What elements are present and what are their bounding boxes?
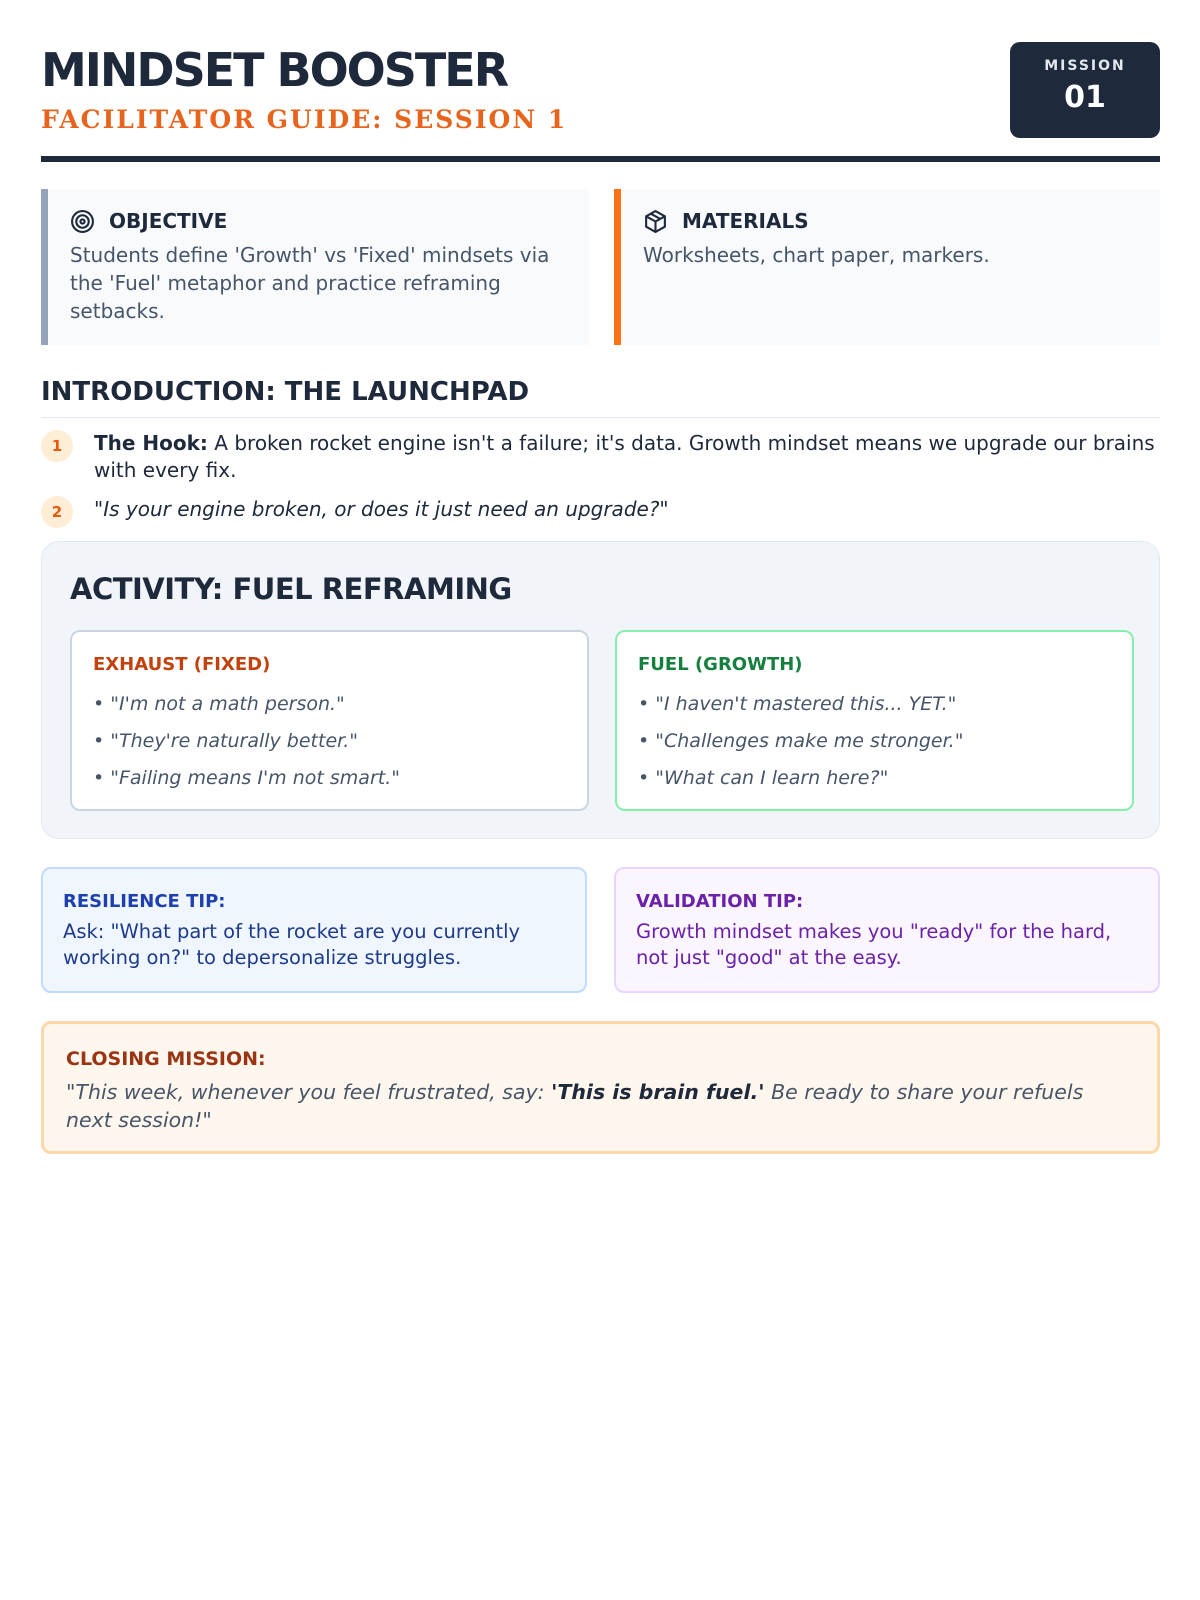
materials-text: Worksheets, chart paper, markers.: [643, 243, 990, 267]
closing-text-end: Be ready to share your refuels next session!": [66, 1080, 1084, 1132]
tips-row: [41, 867, 1160, 993]
list-item: • "I'm not a math person.": [93, 693, 345, 715]
objective-header: [70, 207, 569, 235]
exhaust-list: [93, 686, 566, 797]
page-subtitle: FACILITATOR GUIDE: SESSION 1: [41, 105, 568, 134]
resilience-tip-text: Ask: "What part of the rocket are you currently working on?" to depersonalize struggles.: [63, 920, 521, 969]
validation-tip: [614, 867, 1160, 993]
info-row: [41, 189, 1160, 345]
page-title: MINDSET BOOSTER: [41, 43, 508, 97]
exhaust-card: [70, 630, 589, 811]
closing-mission-box: [41, 1021, 1160, 1154]
resilience-tip: [41, 867, 587, 993]
step-hook: [41, 430, 1160, 484]
materials-heading: MATERIALS: [682, 209, 809, 233]
list-item: • "They're naturally better.": [93, 730, 358, 752]
exhaust-heading: EXHAUST (FIXED): [93, 654, 271, 675]
objective-card: [41, 189, 589, 345]
facilitator-guide-page: [41, 42, 1160, 1154]
closing-heading: CLOSING MISSION:: [66, 1048, 266, 1070]
closing-text-start: "This week, whenever you feel frustrated, say:: [66, 1080, 552, 1104]
fuel-card: [615, 630, 1134, 811]
fuel-heading: FUEL (GROWTH): [638, 654, 803, 675]
resilience-tip-heading: RESILIENCE TIP:: [63, 891, 226, 912]
list-item: • "Challenges make me stronger.": [638, 730, 964, 752]
list-item: • "I haven't mastered this... YET.": [638, 693, 957, 715]
step-hook-label: The Hook:: [94, 431, 208, 455]
activity-title: ACTIVITY: FUEL REFRAMING: [70, 572, 512, 606]
mission-badge: [1010, 42, 1160, 138]
validation-tip-heading: VALIDATION TIP:: [636, 891, 804, 912]
list-item: • "What can I learn here?": [638, 767, 889, 789]
mission-number: 01: [1064, 80, 1106, 115]
step-question: [41, 496, 1160, 523]
step-question-text: "Is your engine broken, or does it just need an upgrade?": [94, 497, 669, 521]
activity-panel: [41, 541, 1160, 839]
mission-label: MISSION: [1044, 58, 1126, 74]
step-number-badge: 2: [41, 496, 73, 528]
page-header: [41, 42, 1160, 162]
box-icon: [643, 209, 668, 234]
validation-tip-text: Growth mindset makes you "ready" for the hard, not just "good" at the easy.: [636, 920, 1112, 969]
step-number-badge: 1: [41, 430, 73, 462]
fuel-list: [638, 686, 1111, 797]
introduction-steps: [41, 430, 1160, 523]
materials-card: [614, 189, 1160, 345]
step-hook-text: A broken rocket engine isn't a failure; it's data. Growth mindset means we upgrade our brains with every fix.: [94, 431, 1155, 482]
list-item: • "Failing means I'm not smart.": [93, 767, 400, 789]
objective-heading: OBJECTIVE: [109, 209, 228, 233]
objective-text: Students define 'Growth' vs 'Fixed' mindsets via the 'Fuel' metaphor and practice reframing setbacks.: [70, 243, 550, 323]
closing-text-emphasis: 'This is brain fuel.': [551, 1080, 765, 1104]
materials-header: [643, 207, 1140, 235]
closing-text: [66, 1078, 1135, 1134]
introduction-title: INTRODUCTION: THE LAUNCHPAD: [41, 375, 1160, 418]
target-icon: [70, 209, 95, 234]
